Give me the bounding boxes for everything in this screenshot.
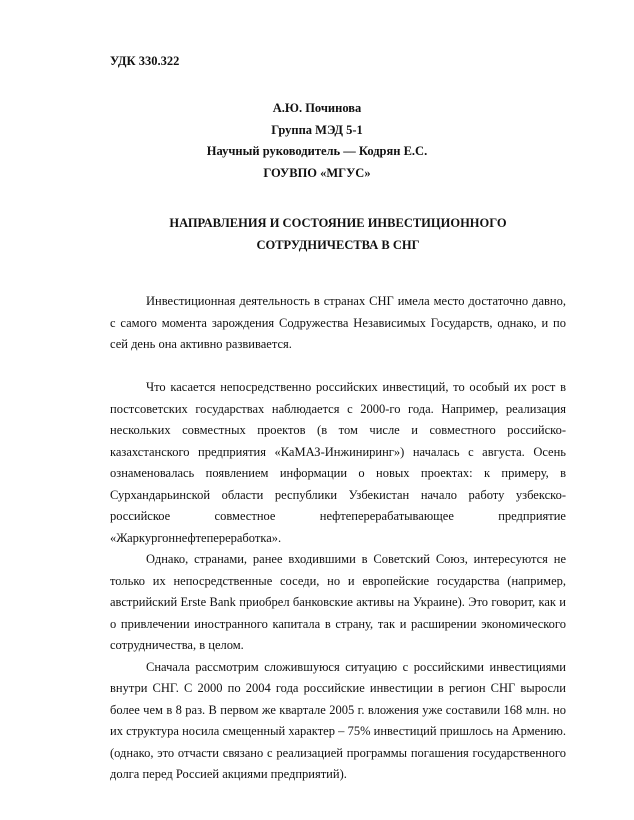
article-title: НАПРАВЛЕНИЯ И СОСТОЯНИЕ ИНВЕСТИЦИОННОГО СОТРУДНИЧЕСТВА В СНГ — [169, 216, 507, 252]
author-block — [0, 98, 634, 184]
article-body — [110, 291, 566, 786]
paragraph-1: Инвестиционная деятельность в странах СНГ имела место достаточно давно, с самого момента зарождения Содружества Независимых Государств, однако, и по сей день она активно развивается. — [110, 294, 566, 351]
supervisor: Научный руководитель — Кодрян Е.С. — [206, 144, 428, 158]
author-name: А.Ю. Починова — [272, 101, 362, 115]
paragraph-4: Сначала рассмотрим сложившуюся ситуацию с российскими инвестициями внутри СНГ. С 2000 по 2004 года российские инвестиции в регион СНГ выросли более чем в 8 раз. В первом же квартале 2005 г. вложения уже составили 168 млн. но их структура носила смещенный характер – 75% инвестиций пришлось на Армению. (однако, это отчасти связано с реализацией программы погашения государственного долга перед Россией акциями предприятий). — [110, 659, 566, 781]
udk-code: УДК 330.322 — [110, 54, 180, 68]
institution: ГОУВПО «МГУС» — [263, 165, 371, 180]
paragraph-3: Однако, странами, ранее входившими в Советский Союз, интересуются не только их непосредственные соседи, но и европейские государства (например, австрийский Erste Bank приобрел банковские активы на Украине). Это говорит, как и о привлечении иностранного капитала в страну, так и расширении экономического сотрудничества, в целом. — [110, 552, 566, 652]
author-group: Группа МЭД 5-1 — [271, 122, 363, 137]
paragraph-2: Что касается непосредственно российских инвестиций, то особый их рост в постсоветских государствах наблюдается с 2000-го года. Например, реализация нескольких совместных проектов (в том числе и совместного российско-казахстанского предприятия «КаМАЗ-Инжиниринг») началась с августа. Осень ознаменовалась появлением информации о новых проектах: к примеру, в Сурхандарьинской области республики Узбекистан начало работу узбекско-российское совместное нефтеперерабатывающее предприятие «Жаркургоннефтепереработка». — [110, 380, 566, 545]
